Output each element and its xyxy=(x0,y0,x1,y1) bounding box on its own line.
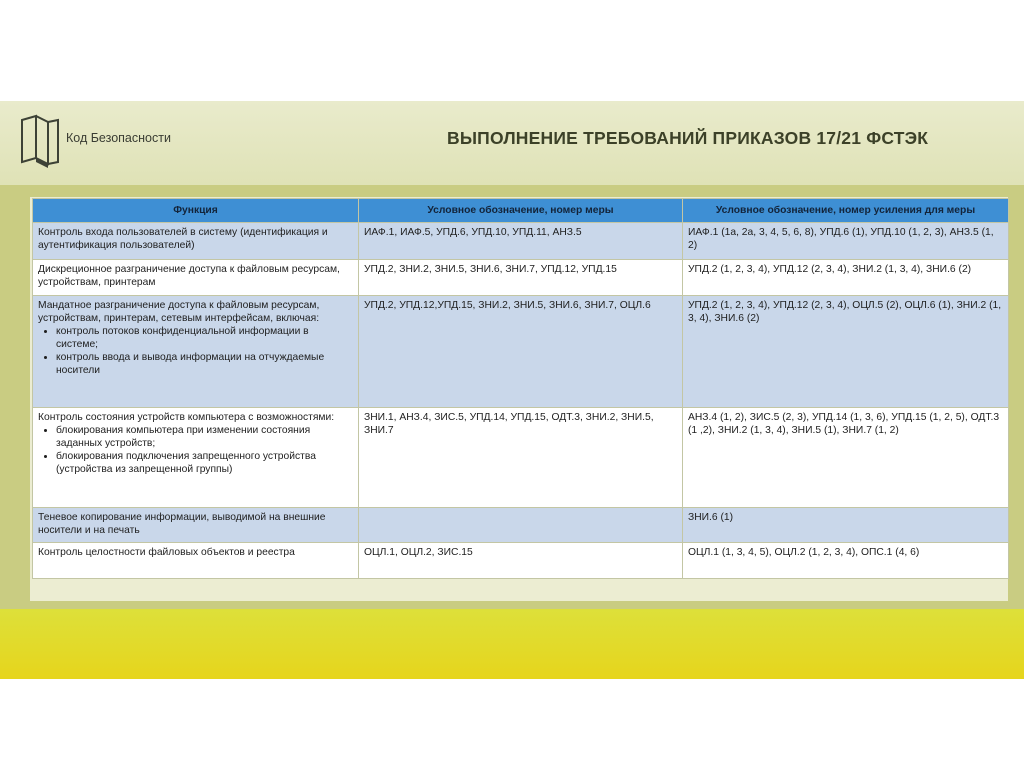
enhancements-cell: УПД.2 (1, 2, 3, 4), УПД.12 (2, 3, 4), ЗНИ.2 (1, 3, 4), ЗНИ.6 (2) xyxy=(683,260,1009,296)
table-header-row xyxy=(33,199,1009,223)
table-row xyxy=(33,508,1009,543)
table-row xyxy=(33,543,1009,579)
function-text: Контроль состояния устройств компьютера с возможностями: xyxy=(38,412,335,423)
function-cell: Контроль целостности файловых объектов и реестра xyxy=(33,543,359,579)
column-header-enhancement: Условное обозначение, номер усиления для меры xyxy=(683,199,1009,223)
enhancements-cell: УПД.2 (1, 2, 3, 4), УПД.12 (2, 3, 4), ОЦЛ.5 (2), ОЦЛ.6 (1), ЗНИ.2 (1, 3, 4), ЗНИ.6 (2) xyxy=(683,296,1009,408)
slide-header xyxy=(0,101,1024,185)
measures-cell: ИАФ.1, ИАФ.5, УПД.6, УПД.10, УПД.11, АНЗ.5 xyxy=(359,223,683,260)
bullet-item: • контроль потоков конфиденциальной информации в системе; xyxy=(56,325,353,351)
function-bullet-list xyxy=(38,424,353,476)
enhancements-cell: ЗНИ.6 (1) xyxy=(683,508,1009,543)
function-cell xyxy=(33,408,359,508)
measures-cell: УПД.2, УПД.12,УПД.15, ЗНИ.2, ЗНИ.5, ЗНИ.6, ЗНИ.7, ОЦЛ.6 xyxy=(359,296,683,408)
function-cell: Контроль входа пользователей в систему (идентификация и аутентификация пользователей) xyxy=(33,223,359,260)
function-cell xyxy=(33,296,359,408)
enhancements-cell: АНЗ.4 (1, 2), ЗИС.5 (2, 3), УПД.14 (1, 3, 6), УПД.15 (1, 2, 5), ОДТ.3 (1 ,2), ЗНИ.2 (1, 3, 4), ЗНИ.5 (1), ЗНИ.7 (1, 2) xyxy=(683,408,1009,508)
table-row xyxy=(33,260,1009,296)
bottom-decorative-band xyxy=(0,609,1024,679)
brand-name: Код Безопасности xyxy=(66,131,171,145)
brand-logo-icon xyxy=(18,114,62,170)
function-cell: Дискреционное разграничение доступа к файловым ресурсам, устройствам, принтерам xyxy=(33,260,359,296)
column-header-function: Функция xyxy=(33,199,359,223)
function-text: Мандатное разграничение доступа к файловым ресурсам, устройствам, принтерам, сетевым интерфейсам, включая: xyxy=(38,300,320,324)
measures-cell: ЗНИ.1, АНЗ.4, ЗИС.5, УПД.14, УПД.15, ОДТ.3, ЗНИ.2, ЗНИ.5, ЗНИ.7 xyxy=(359,408,683,508)
table-row xyxy=(33,408,1009,508)
slide-title: ВЫПОЛНЕНИЕ ТРЕБОВАНИЙ ПРИКАЗОВ 17/21 ФСТЭК xyxy=(447,128,929,148)
bullet-item: • блокирования подключения запрещенного устройства (устройства из запрещенной группы) xyxy=(56,450,353,476)
measures-cell: ОЦЛ.1, ОЦЛ.2, ЗИС.15 xyxy=(359,543,683,579)
measures-cell xyxy=(359,508,683,543)
bullet-item: • блокирования компьютера при изменении состояния заданных устройств; xyxy=(56,424,353,450)
function-bullet-list xyxy=(38,325,353,377)
enhancements-cell: ИАФ.1 (1а, 2а, 3, 4, 5, 6, 8), УПД.6 (1), УПД.10 (1, 2, 3), АНЗ.5 (1, 2) xyxy=(683,223,1009,260)
requirements-table xyxy=(32,198,1009,579)
measures-cell: УПД.2, ЗНИ.2, ЗНИ.5, ЗНИ.6, ЗНИ.7, УПД.12, УПД.15 xyxy=(359,260,683,296)
column-header-measure: Условное обозначение, номер меры xyxy=(359,199,683,223)
table-row xyxy=(33,223,1009,260)
enhancements-cell: ОЦЛ.1 (1, 3, 4, 5), ОЦЛ.2 (1, 2, 3, 4), ОПС.1 (4, 6) xyxy=(683,543,1009,579)
table-row xyxy=(33,296,1009,408)
bullet-item: • контроль ввода и вывода информации на отчуждаемые носители xyxy=(56,351,353,377)
function-cell: Теневое копирование информации, выводимой на внешние носители и на печать xyxy=(33,508,359,543)
presentation-slide xyxy=(0,101,1024,679)
